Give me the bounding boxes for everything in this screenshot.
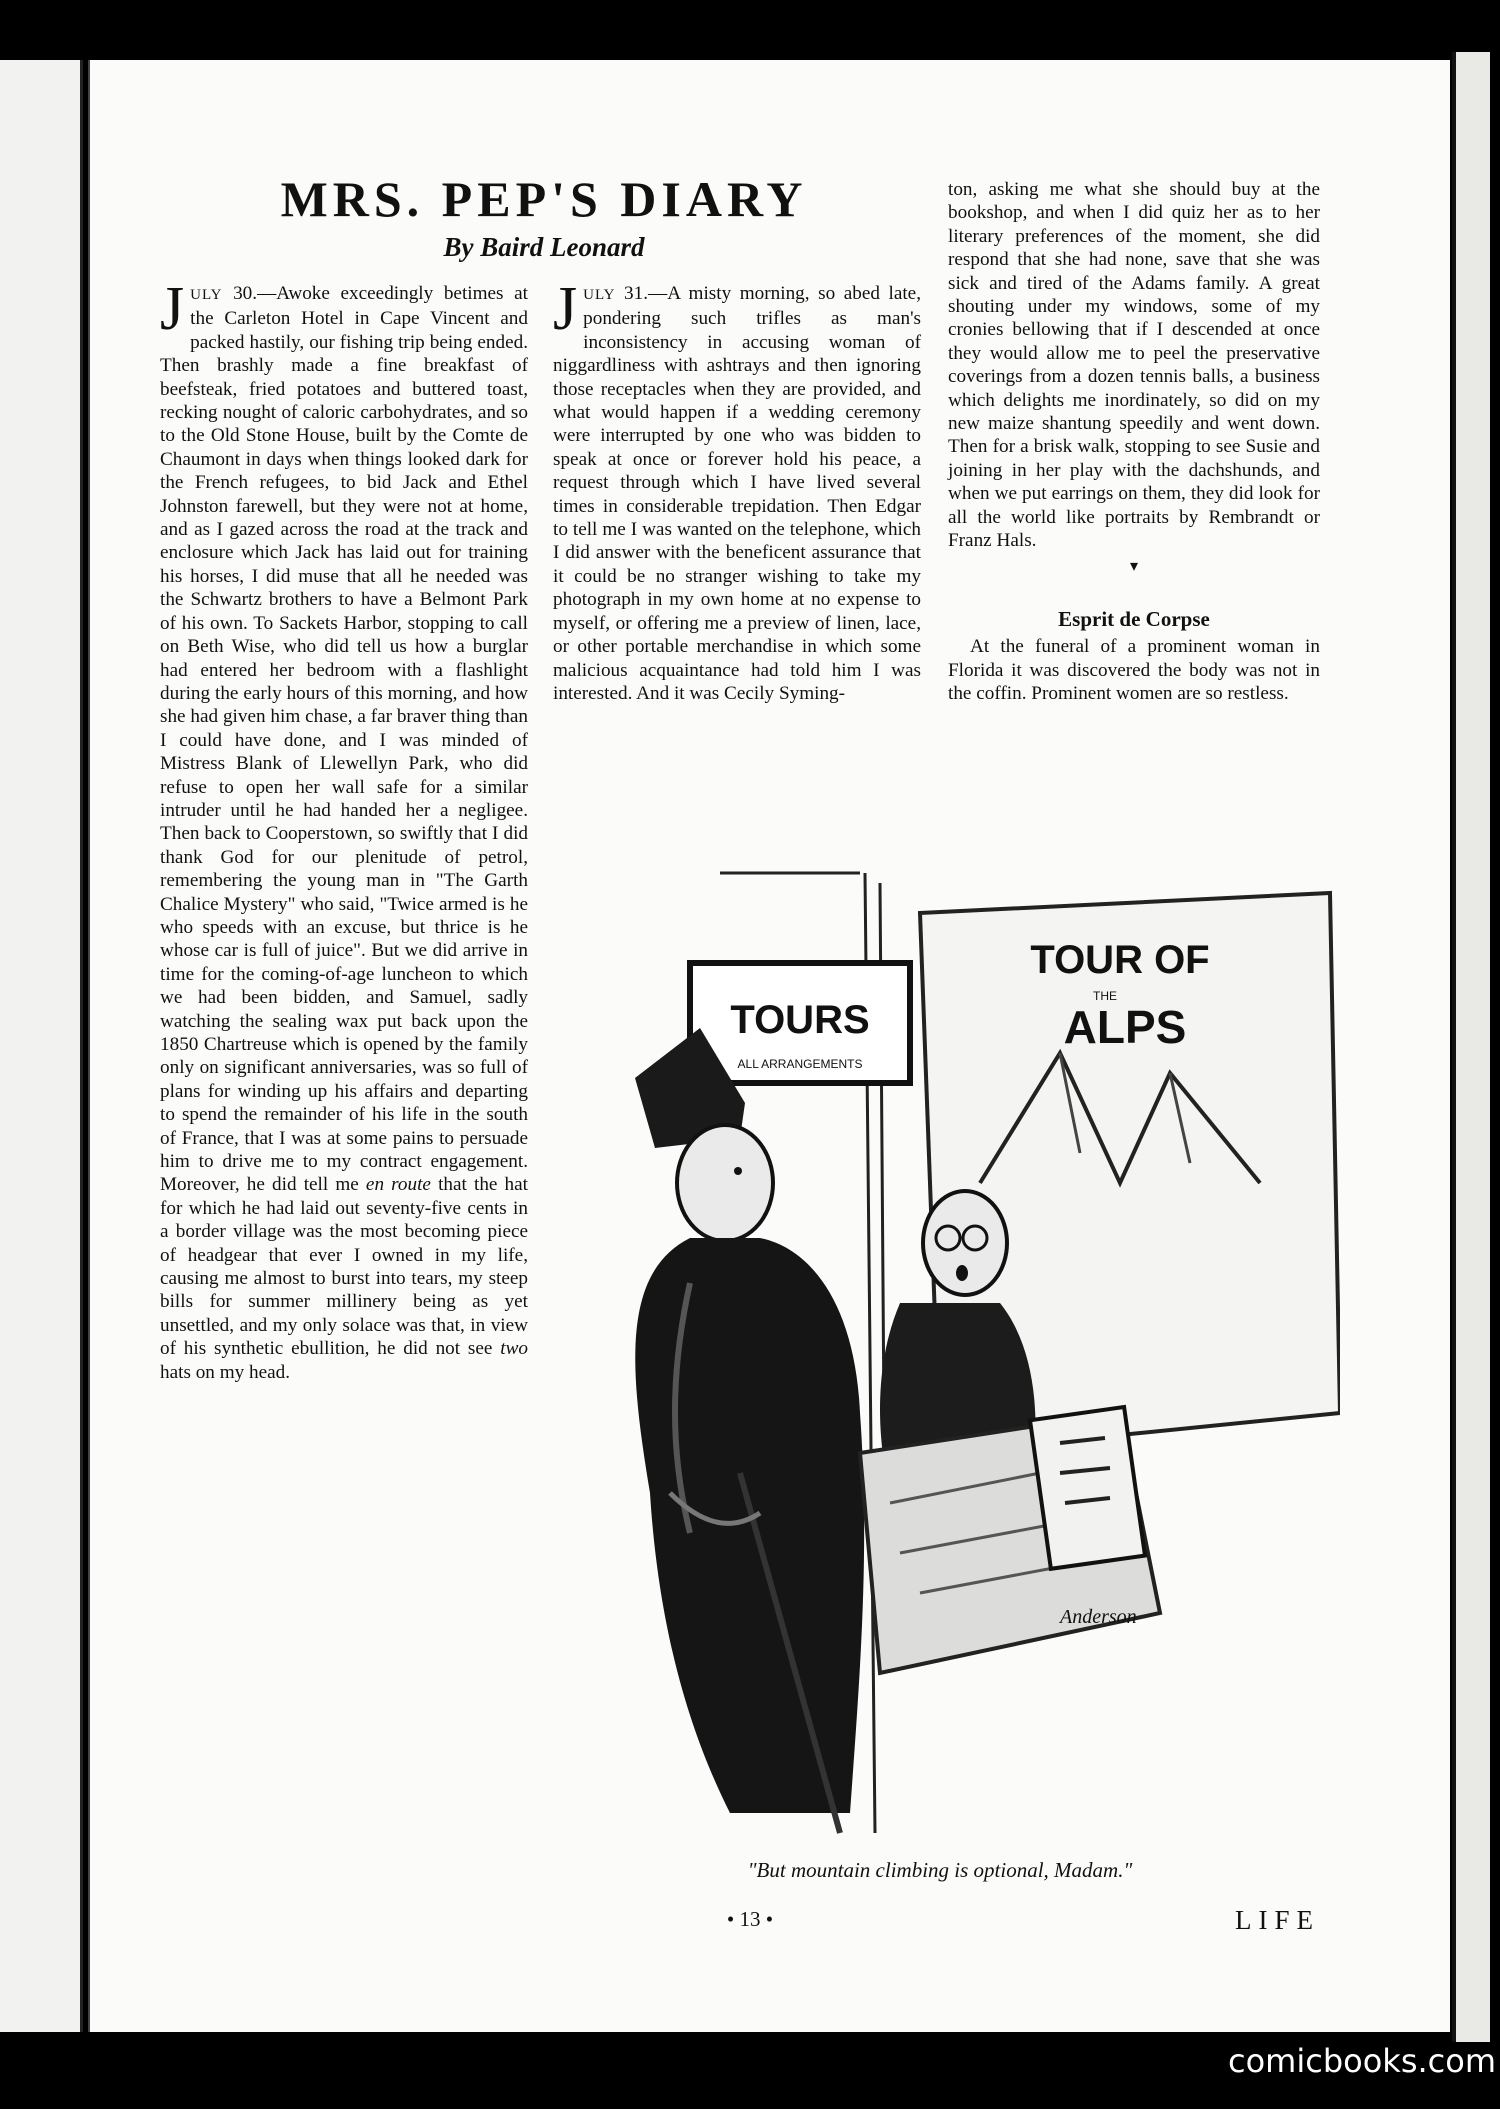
tours-sign-text: TOURS (730, 998, 870, 1042)
tours-sign-subtext: ALL ARRANGEMENTS (737, 1057, 863, 1071)
cartoon-illustration (560, 853, 1340, 1853)
alps-poster-line1: TOUR OF (1030, 938, 1210, 982)
text-column-1 (160, 275, 528, 1384)
facing-page-edge (0, 60, 83, 2032)
tours-sign (690, 963, 910, 1083)
entry-date-month: ULY (583, 287, 616, 303)
section-heading: Esprit de Corpse (1058, 606, 1210, 631)
magazine-page (88, 60, 1450, 2032)
article-title: MRS. PEP'S DIARY (280, 171, 808, 227)
article-byline: By Baird Leonard (443, 232, 645, 262)
page-gutter-strip (1452, 52, 1490, 2042)
page-number: • 13 • (726, 1907, 774, 1931)
drop-cap: J (553, 275, 578, 343)
site-watermark: comicbooks.com (1228, 2042, 1497, 2080)
entry-date-month: ULY (190, 287, 223, 303)
text-column-3 (948, 178, 1320, 706)
cartoon-caption: "But mountain climbing is optional, Madam." (747, 1858, 1133, 1882)
magazine-name: LIFE (1235, 1905, 1320, 1935)
diary-entry-july-30 (160, 275, 528, 1384)
entry-italic-phrase: en route (365, 1174, 431, 1196)
alps-poster-line2: ALPS (1063, 1001, 1187, 1053)
entry-text: 31.—A misty morning, so abed late, pondering such trifles as man's inconsistency in accusing woman of niggardliness with ashtrays and then ignoring those receptacles when they are provided, and what would happen if a wedding ceremony were interrupted by one who was bidden to speak at once or forever hold his peace, a request through which I have lived several times in considerable trepidation. Then Edgar to tell me I was wanted on the telephone, which I did answer with the beneficent assurance that it could be no stranger wishing to take my photograph in my own home at no expense to myself, or offering me a preview of linen, lace, or other portable merchandise in which some malicious acquaintance had told him I was interested. And it was Cecily Syming- (553, 283, 921, 704)
section-paragraph: At the funeral of a prominent woman in Florida it was discovered the body was not in the coffin. Prominent women are so restless. (948, 636, 1320, 705)
artist-signature: Anderson (1060, 1606, 1137, 1628)
diary-entry-continued: ton, asking me what she should buy at the bookshop, and when I did quiz her as to her literary preferences of the moment, she did respond that she had none, save that she was sick and tired of the Adams family. A great shouting under my windows, some of my cronies bellowing that if I descended at once they would allow me to peel the preservative coverings from a dozen tennis balls, a business which delights me inordinately, so did on my new maize shantung speedily and went down. Then for a brisk walk, stopping to see Susie and joining in her play with the dachshunds, and when we put earrings on them, they did look for all the world like portraits by Rembrandt or Franz Hals. (948, 179, 1320, 552)
entry-text-continued: that the hat for which he had laid out seventy-five cents in a border village was the most becoming piece of headgear that ever I owned in my life, causing me almost to burst into tears, my steep bills for summer millinery being as yet unsettled, and my only solace was that, in view of his synthetic ebullition, he did not see (160, 1174, 528, 1360)
drop-cap: J (160, 275, 185, 343)
diary-entry-july-31 (553, 275, 921, 705)
entry-text: 30.—Awoke exceedingly betimes at the Carleton Hotel in Cape Vincent and packed hastily, our fishing trip being ended. Then brashly made a fine breakfast of beefsteak, fried potatoes and buttered toast, recking nought of caloric carbohydrates, and so to the Old Stone House, built by the Comte de Chaumont in days when things looked dark for the French refugees, to bid Jack and Ethel Johnston farewell, but they were not at home, and as I gazed across the road at the track and enclosure which Jack has laid out for training his horses, I did muse that all he needed was the Schwartz brothers to have a Belmont Park of his own. To Sackets Harbor, stopping to call on Beth Wise, who did tell us how a burglar had entered her bedroom with a flashlight during the early hours of this morning, and how she had given him chase, a far braver thing than I could have done, and I was minded of Mistress Blank of Llewellyn Park, who did refuse to open her wall safe for a similar intruder until he had handed her a negligee. Then back to Cooperstown, so swiftly that I did thank God for our plenitude of petrol, remembering the young man in "The Garth Chalice Mystery" who said, "Twice armed is he who speeds with an excuse, but thrice is he whose car is full of juice". But we did arrive in time for the coming-of-age luncheon to which we had been bidden, and Samuel, sadly watching the sealing wax put back upon the 1850 Chartreuse which is opened by the family only on significant anniversaries, was so full of plans for winding up his affairs and departing to spend the remainder of his life in the south of France, that I was at some pains to persuade him to drive me to my contract engagement. Moreover, he did tell me (160, 283, 528, 1196)
entry-text-end: hats on my head. (160, 1361, 291, 1383)
section-divider: ▾ (1129, 557, 1139, 575)
entry-italic-word: two (500, 1338, 528, 1360)
alps-poster-small: THE (1093, 989, 1117, 1003)
text-column-2 (553, 275, 921, 705)
